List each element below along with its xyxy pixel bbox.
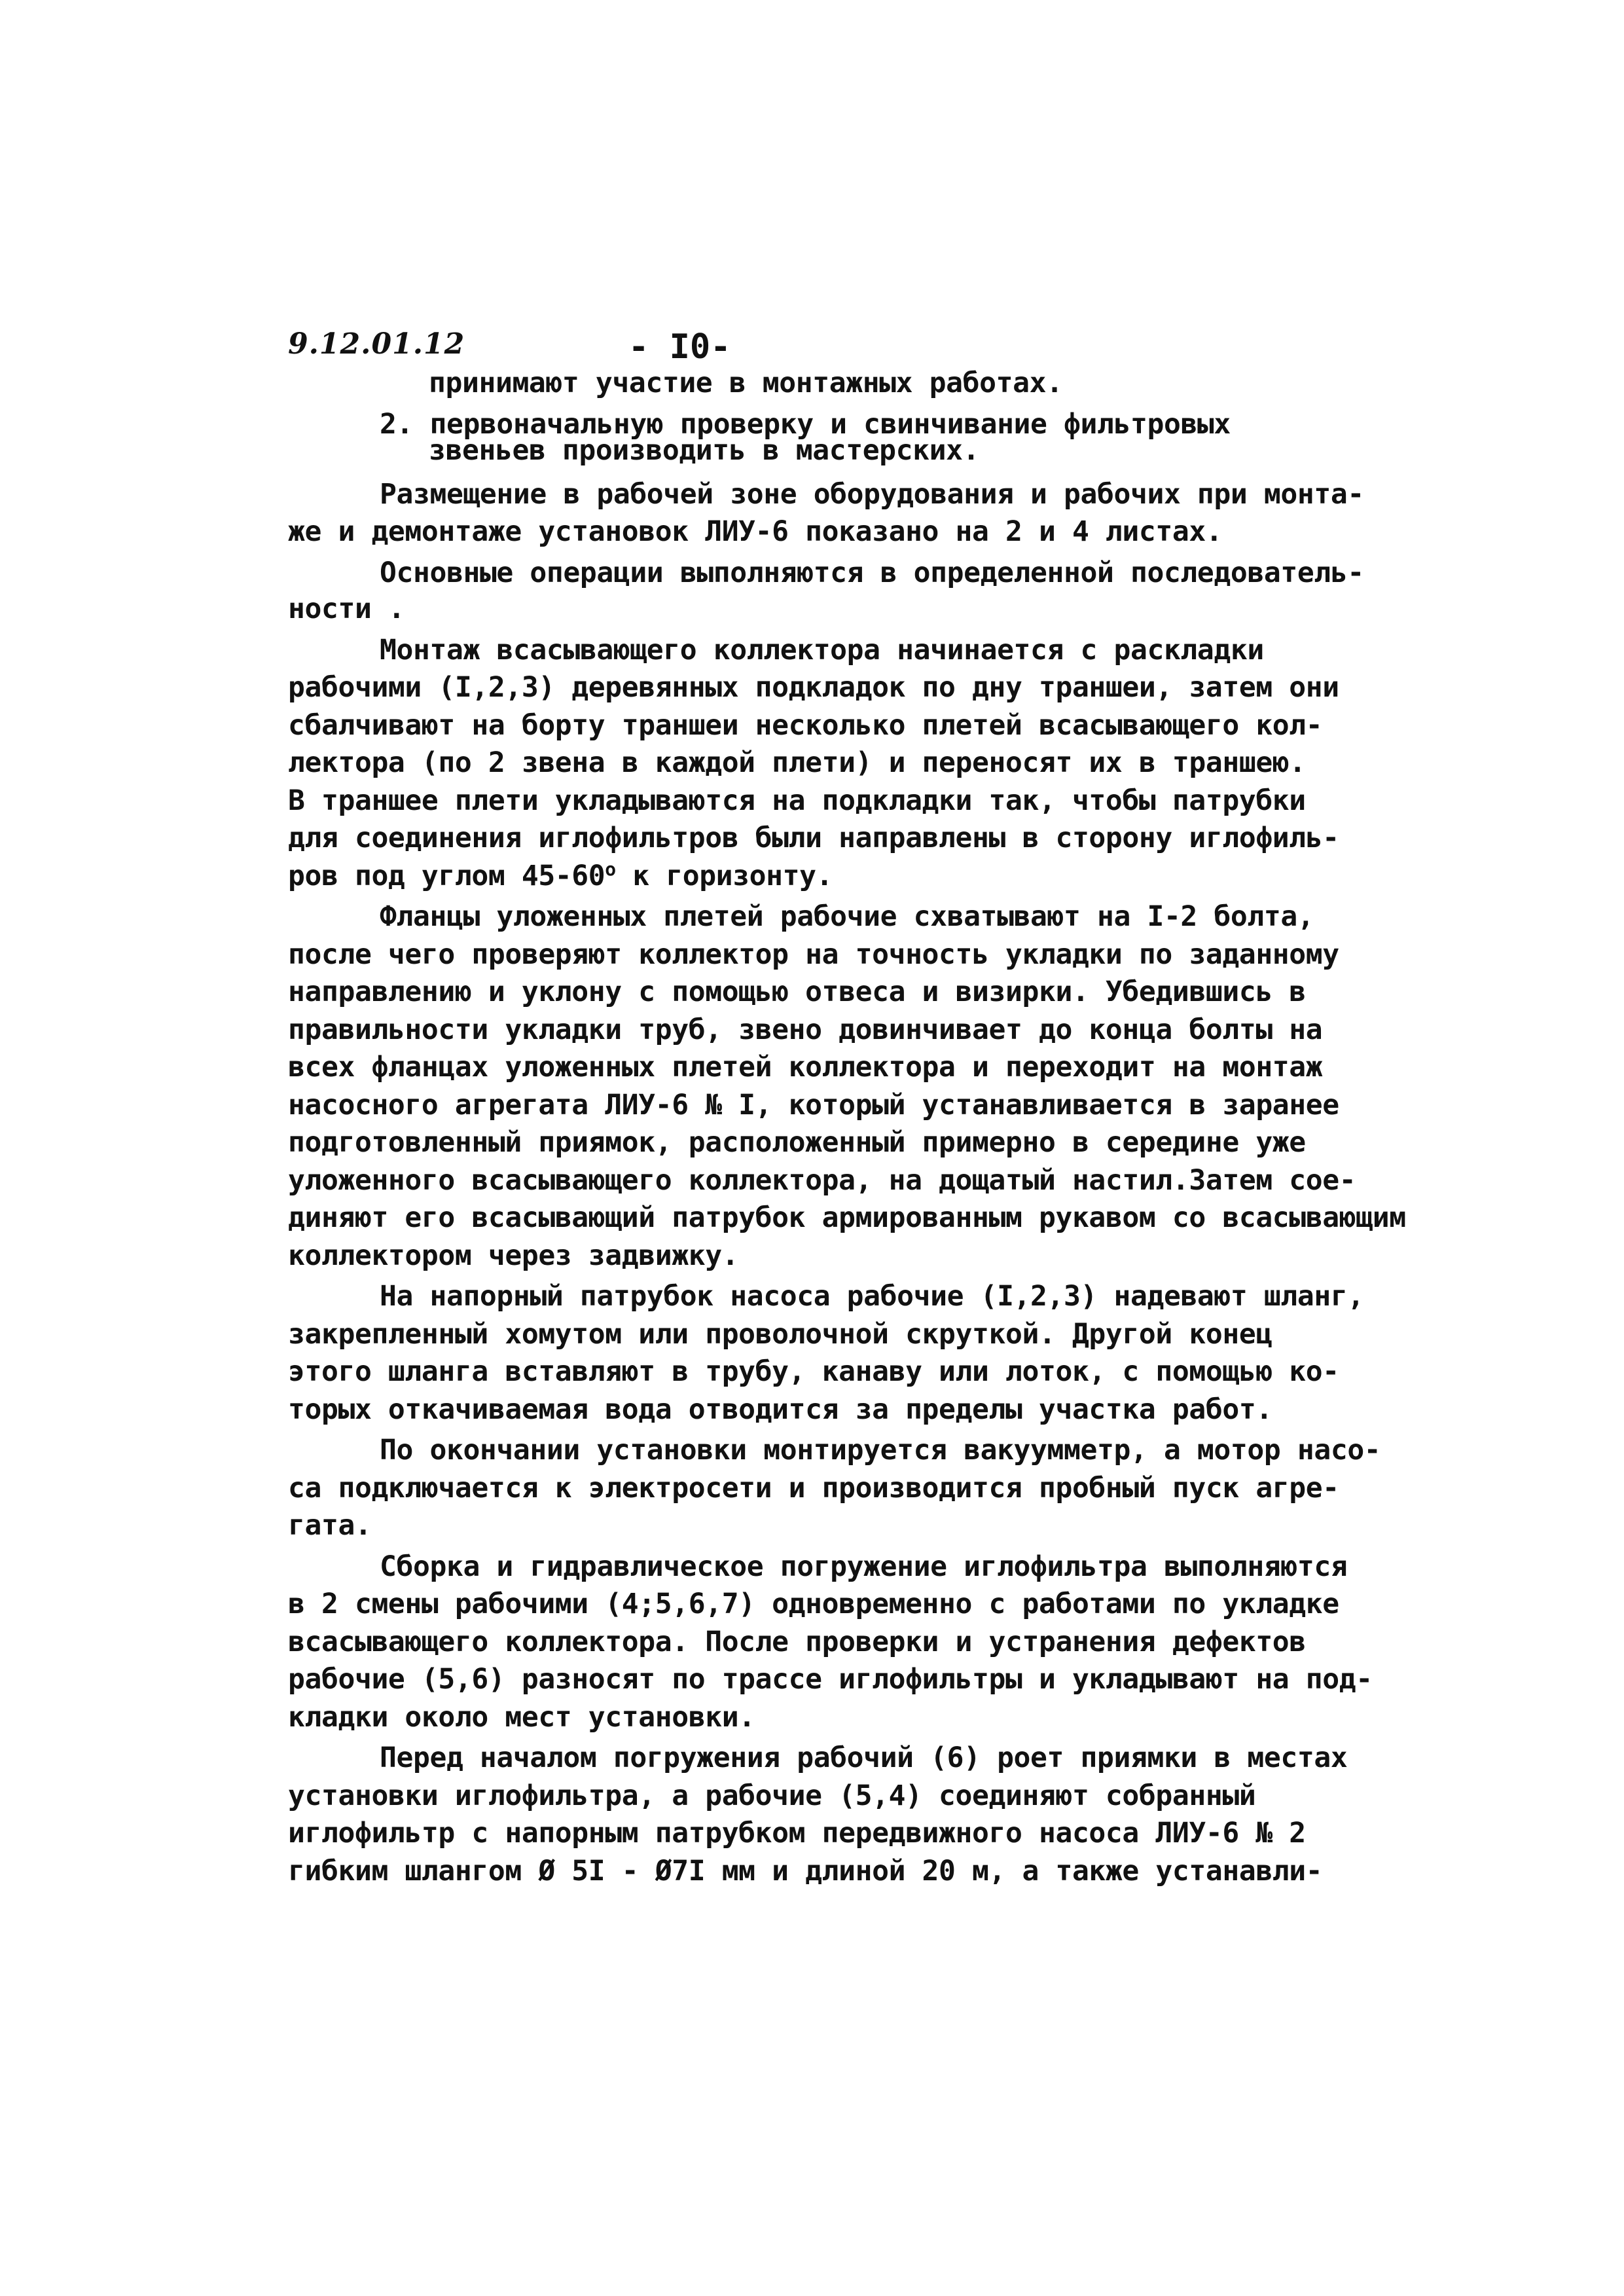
text-line: подготовленный приямок, расположенный примерно в середине уже bbox=[288, 1126, 1306, 1159]
text-line: гибким шлангом Ø 5I - Ø7I мм и длиной 20 м, а также устанавли- bbox=[288, 1855, 1323, 1887]
text-line: По окончании установки монтируется вакуумметр, а мотор насо- bbox=[380, 1434, 1381, 1467]
text-line: направлению и уклону с помощью отвеса и визирки. Убедившись в bbox=[288, 975, 1306, 1008]
text-line: после чего проверяют коллектор на точность укладки по заданному bbox=[288, 938, 1339, 971]
text-line: Перед началом погружения рабочий (6) роет приямки в местах bbox=[380, 1741, 1348, 1774]
text-line: уложенного всасывающего коллектора, на дощатый настил.Затем сое- bbox=[288, 1164, 1356, 1197]
text-line: всех фланцах уложенных плетей коллектора и переходит на монтаж bbox=[288, 1051, 1323, 1084]
text-line: правильности укладки труб, звено довинчивает до конца болты на bbox=[288, 1013, 1323, 1046]
degree-superscript: o bbox=[605, 858, 616, 880]
text-line: диняют его всасывающий патрубок армированным рукавом со всасывающим bbox=[288, 1201, 1406, 1234]
text-line: са подключается к электросети и производится пробный пуск агре- bbox=[288, 1472, 1339, 1504]
text-line: в 2 смены рабочими (4;5,6,7) одновременно с работами по укладке bbox=[288, 1588, 1339, 1620]
document-code: 9.12.01.12 bbox=[288, 327, 465, 361]
text-line: принимают участие в монтажных работах. bbox=[429, 367, 1063, 399]
text-line: Фланцы уложенных плетей рабочие схватывают на I-2 болта, bbox=[380, 900, 1314, 933]
text-line: насосного агрегата ЛИУ-6 № I, который устанавливается в заранее bbox=[288, 1089, 1339, 1121]
text-line: Монтаж всасывающего коллектора начинается с раскладки bbox=[380, 634, 1264, 666]
text-line: 2. первоначальную проверку и свинчивание фильтровых bbox=[380, 408, 1231, 441]
text-segment: ров под углом 45-60 bbox=[288, 860, 605, 892]
text-line: установки иглофильтра, а рабочие (5,4) соединяют собранный bbox=[288, 1779, 1256, 1812]
text-line: торых откачиваемая вода отводится за пределы участка работ. bbox=[288, 1393, 1272, 1426]
text-line: ности . bbox=[288, 592, 405, 625]
text-line: Размещение в рабочей зоне оборудования и рабочих при монта- bbox=[380, 478, 1364, 511]
text-line bbox=[288, 860, 833, 892]
text-line: же и демонтаже установок ЛИУ-6 показано на 2 и 4 листах. bbox=[288, 515, 1223, 548]
page-number: - I0- bbox=[628, 327, 731, 367]
text-line: кладки около мест установки. bbox=[288, 1701, 755, 1734]
text-line: всасывающего коллектора. После проверки и устранения дефектов bbox=[288, 1626, 1306, 1658]
text-line: Основные операции выполняются в определенной последователь- bbox=[380, 556, 1364, 589]
text-line: иглофильтр с напорным патрубком передвижного насоса ЛИУ-6 № 2 bbox=[288, 1817, 1306, 1850]
text-line: На напорный патрубок насоса рабочие (I,2,3) надевают шланг, bbox=[380, 1280, 1364, 1313]
text-line: гата. bbox=[288, 1509, 372, 1542]
text-segment: к горизонту. bbox=[615, 860, 833, 892]
text-line: для соединения иглофильтров были направлены в сторону иглофиль- bbox=[288, 822, 1339, 854]
text-line: Сборка и гидравлическое погружение иглофильтра выполняются bbox=[380, 1550, 1348, 1583]
text-line: звеньев производить в мастерских. bbox=[429, 434, 980, 467]
text-line: рабочие (5,6) разносят по трассе иглофильтры и укладывают на под- bbox=[288, 1663, 1373, 1696]
text-line: этого шланга вставляют в трубу, канаву или лоток, с помощью ко- bbox=[288, 1355, 1339, 1388]
text-line: лектора (по 2 звена в каждой плети) и переносят их в траншею. bbox=[288, 746, 1306, 779]
text-line: В траншее плети укладываются на подкладки так, чтобы патрубки bbox=[288, 784, 1306, 817]
text-line: рабочими (I,2,3) деревянных подкладок по дну траншеи, затем они bbox=[288, 671, 1339, 704]
text-line: коллектором через задвижку. bbox=[288, 1239, 739, 1272]
text-line: сбалчивают на борту траншеи несколько плетей всасывающего кол- bbox=[288, 709, 1323, 742]
text-line: закрепленный хомутом или проволочной скруткой. Другой конец bbox=[288, 1318, 1272, 1351]
